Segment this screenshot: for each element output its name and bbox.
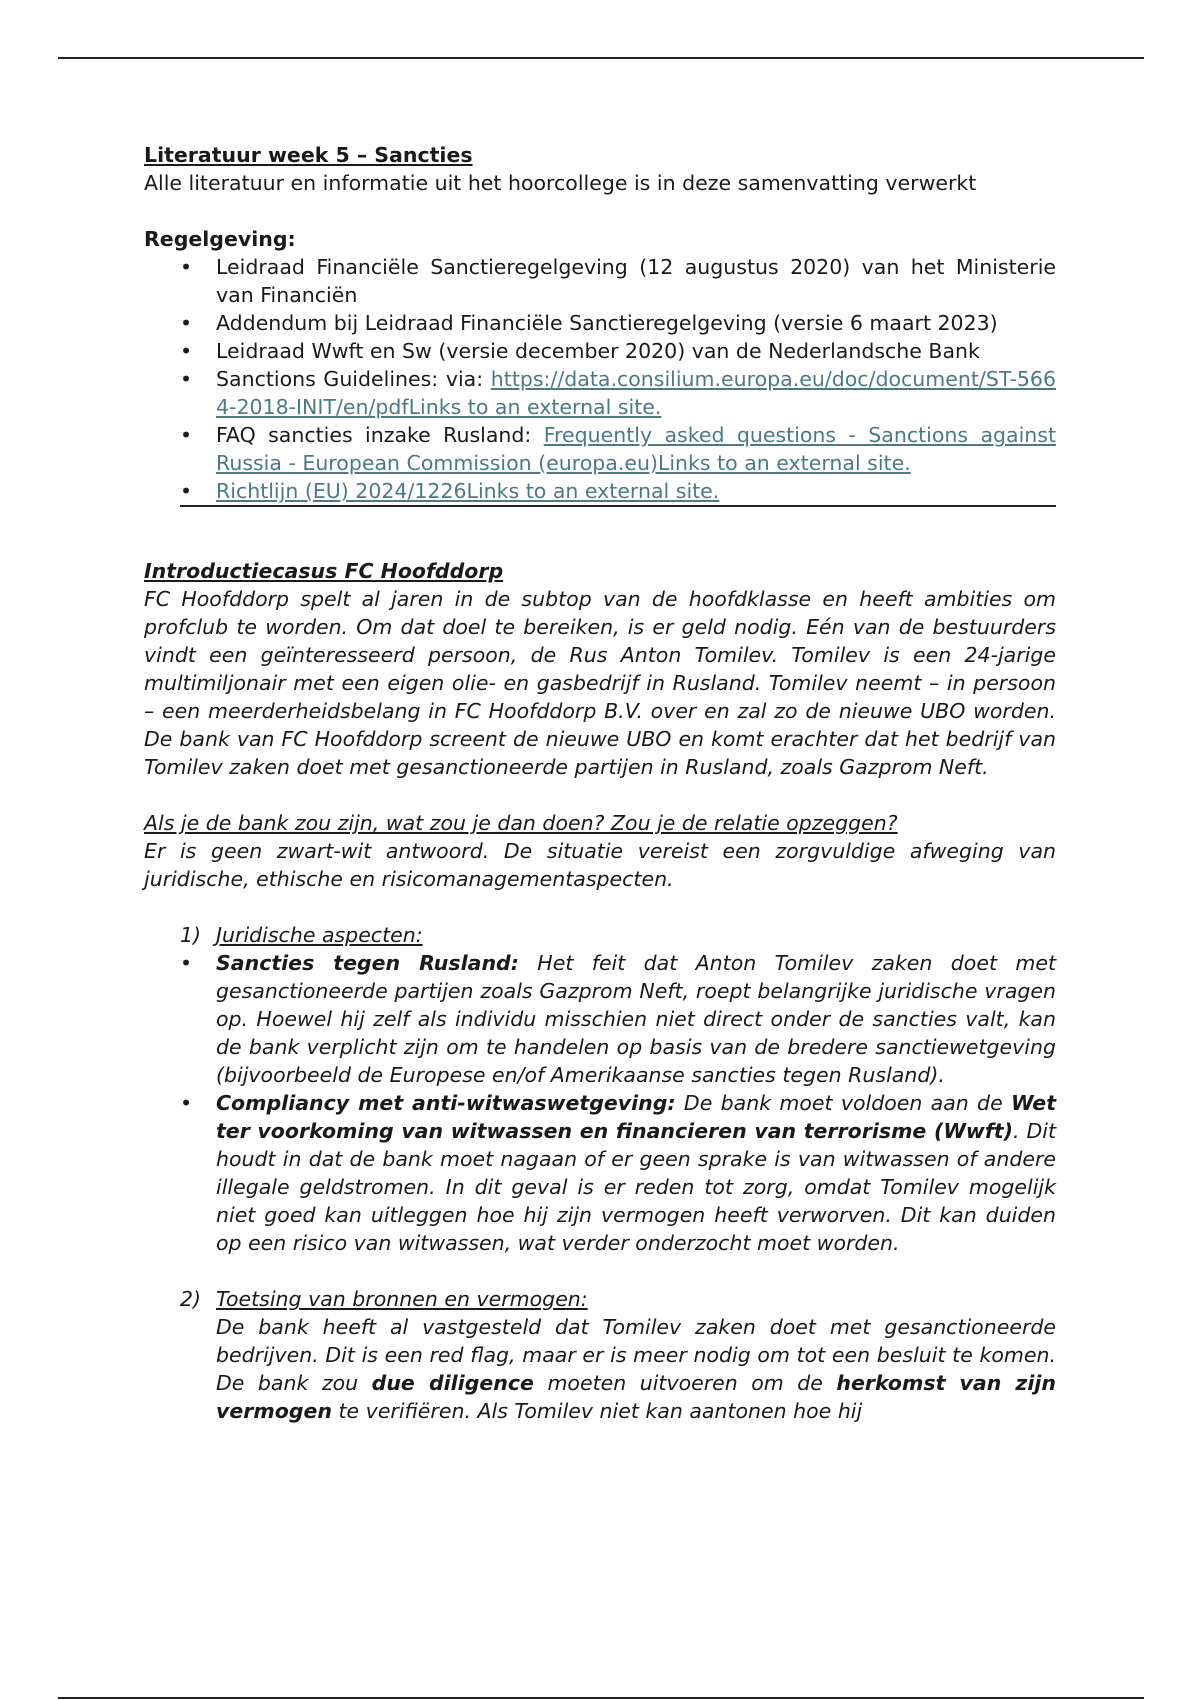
regelgeving-list — [144, 253, 1056, 505]
document-body — [144, 141, 1056, 1425]
list-item: • Leidraad Wwft en Sw (versie december 2020) van de Nederlandsche Bank — [180, 339, 980, 363]
page-heading: Literatuur week 5 – Sancties — [144, 143, 473, 167]
consilium-link[interactable]: https://data.consilium.europa.eu/doc/document/ST-5664-2018-INIT/en/pdfLinks to an external site. — [216, 367, 1056, 419]
section-2-text: De bank heeft al vastgesteld dat Tomilev zaken doet met gesanctioneerde bedrijven. Dit is een red flag, maar er is meer nodig om tot een besluit te komen. De bank zou due diligence moeten uitvoeren om de herkomst van zijn vermogen te verifiëren. Als Tomilev niet kan aantonen hoe hij — [216, 1315, 1056, 1423]
faq-sanctions-link[interactable]: Frequently asked questions - Sanctions against Russia - European Commission (europa.eu)Links to an external site. — [216, 423, 1056, 475]
answer-text: Er is geen zwart-wit antwoord. De situatie vereist een zorgvuldige afweging van juridische, ethische en risicomanagementaspecten. — [144, 839, 1056, 891]
list-item: • FAQ sancties inzake Rusland: Frequently asked questions - Sanctions against Russia - European Commission (europa.eu)Links to an external site. — [180, 423, 1056, 475]
list-item: • Leidraad Financiële Sanctieregelgeving (12 augustus 2020) van het Ministerie van Financiën — [180, 255, 1056, 307]
intro-line: Alle literatuur en informatie uit het hoorcollege is in deze samenvatting verwerkt — [144, 171, 977, 195]
richtlijn-link[interactable]: Richtlijn (EU) 2024/1226Links to an external site. — [216, 479, 720, 503]
list-item: • Addendum bij Leidraad Financiële Sanctieregelgeving (versie 6 maart 2023) — [180, 311, 998, 335]
list-item: • Sancties tegen Rusland: Het feit dat Anton Tomilev zaken doet met gesanctioneerde partijen zoals Gazprom Neft, roept belangrijke juridische vragen op. Hoewel hij zelf als individu misschien niet direct onder de sancties valt, kan de bank verplicht zijn om te handelen op basis van de bredere sanctiewetgeving (bijvoorbeeld de Europese en/of Amerikaanse sancties tegen Rusland). — [180, 951, 1056, 1087]
list-item: • Richtlijn (EU) 2024/1226Links to an external site. — [180, 479, 720, 503]
regelgeving-title: Regelgeving: — [144, 227, 296, 251]
casus-title: Introductiecasus FC Hoofddorp — [144, 559, 504, 583]
question-text: Als je de bank zou zijn, wat zou je dan doen? Zou je de relatie opzeggen? — [144, 811, 898, 835]
section-1-list — [144, 949, 1056, 1257]
list-item: • Compliancy met anti-witwaswetgeving: De bank moet voldoen aan de Wet ter voorkoming van witwassen en financieren van terrorisme (Wwft). Dit houdt in dat de bank moet nagaan of er geen sprake is van witwassen of andere illegale geldstromen. In dit geval is er reden tot zorg, omdat Tomilev mogelijk niet goed kan uitleggen hoe hij zijn vermogen heeft verworven. Dit kan duiden op een risico van witwassen, wat verder onderzocht moet worden. — [180, 1091, 1056, 1255]
casus-text: FC Hoofddorp spelt al jaren in de subtop van de hoofdklasse en heeft ambities om profclub te worden. Om dat doel te bereiken, is er geld nodig. Eén van de bestuurders vindt een geïnteresseerd persoon, de Rus Anton Tomilev. Tomilev is een 24-jarige multimiljonair met een eigen olie- en gasbedrijf in Rusland. Tomilev neemt – in persoon – een meerderheidsbelang in FC Hoofddorp B.V. over en zal zo de nieuwe UBO worden. De bank van FC Hoofddorp screent de nieuwe UBO en komt erachter dat het bedrijf van Tomilev zaken doet met gesanctioneerde partijen in Rusland, zoals Gazprom Neft. — [144, 587, 1056, 779]
footer-rule — [58, 1697, 1144, 1699]
section-2-heading: 2) Toetsing van bronnen en vermogen: — [180, 1287, 588, 1311]
section-1-heading: 1) Juridische aspecten: — [180, 923, 423, 947]
header-rule — [58, 57, 1144, 59]
list-item: • Sanctions Guidelines: via: https://data.consilium.europa.eu/doc/document/ST-5664-2018-INIT/en/pdfLinks to an external site. — [180, 367, 1056, 419]
